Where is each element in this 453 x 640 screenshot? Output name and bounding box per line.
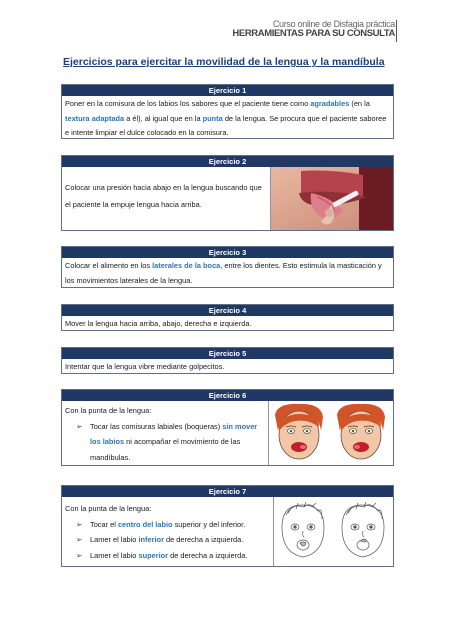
- text-segment: de la lengua. Se procura que el paciente saboree e intente limpiar el dulce colocado en la comisura.: [65, 113, 387, 137]
- exercise-3-heading: Ejercicio 3: [62, 247, 393, 258]
- exercise-7-bullet-2: [65, 532, 270, 548]
- text-segment: Lamer el labio: [90, 550, 139, 560]
- exercise-6-body: [62, 401, 268, 465]
- exercise-7-bullet-3: [65, 548, 270, 564]
- highlight-text: laterales de la boca: [152, 261, 221, 270]
- header-divider: [396, 20, 397, 42]
- text-segment: de derecha a izquierda.: [163, 535, 244, 544]
- tongue-depressor-photo: [270, 167, 393, 230]
- text-segment: ni acompañar el movimiento de las mandíbulas.: [90, 437, 241, 462]
- highlight-text: agradables: [310, 99, 350, 108]
- exercise-4: [61, 304, 394, 331]
- exercise-7: [61, 485, 394, 567]
- text-segment: Tocar el: [90, 519, 118, 529]
- exercise-7-heading: Ejercicio 7: [62, 486, 393, 497]
- highlight-text: textura adaptada: [65, 113, 125, 123]
- exercise-4-text: Mover la lengua hacia arriba, abajo, derecha e izquierda.: [65, 319, 252, 328]
- exercise-2-text: Colocar una presión hacia abajo en la lengua buscando que el paciente la empuje lengua hacia arriba.: [65, 183, 262, 209]
- exercise-2: [61, 155, 394, 231]
- exercise-1-text: [62, 96, 393, 143]
- exercise-7-intro: Con la punta de la lengua:: [65, 504, 152, 513]
- exercise-5-heading: Ejercicio 5: [62, 348, 393, 359]
- text-segment: Poner en la comisura de los labios los sabores que el paciente tiene como: [65, 99, 311, 108]
- highlight-text: sin mover los labios: [90, 421, 258, 446]
- text-segment: de derecha a izquierda.: [168, 550, 248, 560]
- exercise-7-bullet-1: [65, 517, 270, 533]
- header-title: HERRAMIENTAS PARA SU CONSULTA: [232, 28, 395, 40]
- header: [232, 20, 395, 39]
- text-segment: (en la: [349, 99, 370, 108]
- exercise-3-text: [62, 258, 393, 290]
- exercise-5-text: Intentar que la lengua vibre mediante golpecitos.: [65, 362, 225, 371]
- highlight-text: punta: [202, 113, 223, 123]
- text-segment: Tocar las comisuras labiales (boqueras): [90, 421, 223, 431]
- exercise-6: [61, 389, 394, 466]
- exercise-1: [61, 84, 394, 139]
- page-title: Ejercicios para ejercitar la movilidad de la lengua y la mandíbula: [63, 56, 385, 68]
- highlight-text: centro del labio: [117, 519, 173, 529]
- text-segment: Lamer el labio: [90, 535, 139, 544]
- exercise-1-heading: Ejercicio 1: [62, 85, 393, 96]
- exercise-3: [61, 246, 394, 288]
- exercise-4-heading: Ejercicio 4: [62, 305, 393, 316]
- text-segment: Colocar el alimento en los: [65, 261, 153, 270]
- exercise-5: [61, 347, 394, 374]
- highlight-text: inferior: [138, 535, 164, 544]
- child-face-sketch: [273, 497, 393, 566]
- exercise-6-bullet: [65, 419, 265, 466]
- text-segment: superior y del inferior.: [172, 519, 246, 529]
- text-segment: , entre los dientes. Esto estimula la masticación y los movimientos laterales de la lengua.: [65, 261, 382, 285]
- exercise-2-heading: Ejercicio 2: [62, 156, 393, 167]
- header-subtitle: Curso online de Disfagia práctica: [272, 19, 395, 29]
- text-segment: a él), al igual que en la: [124, 113, 203, 123]
- highlight-text: superior: [138, 550, 169, 560]
- exercise-6-heading: Ejercicio 6: [62, 390, 393, 401]
- face-tongue-illustration: [268, 401, 393, 465]
- exercise-7-body: [62, 497, 273, 566]
- exercise-6-intro: Con la punta de la lengua:: [65, 406, 152, 415]
